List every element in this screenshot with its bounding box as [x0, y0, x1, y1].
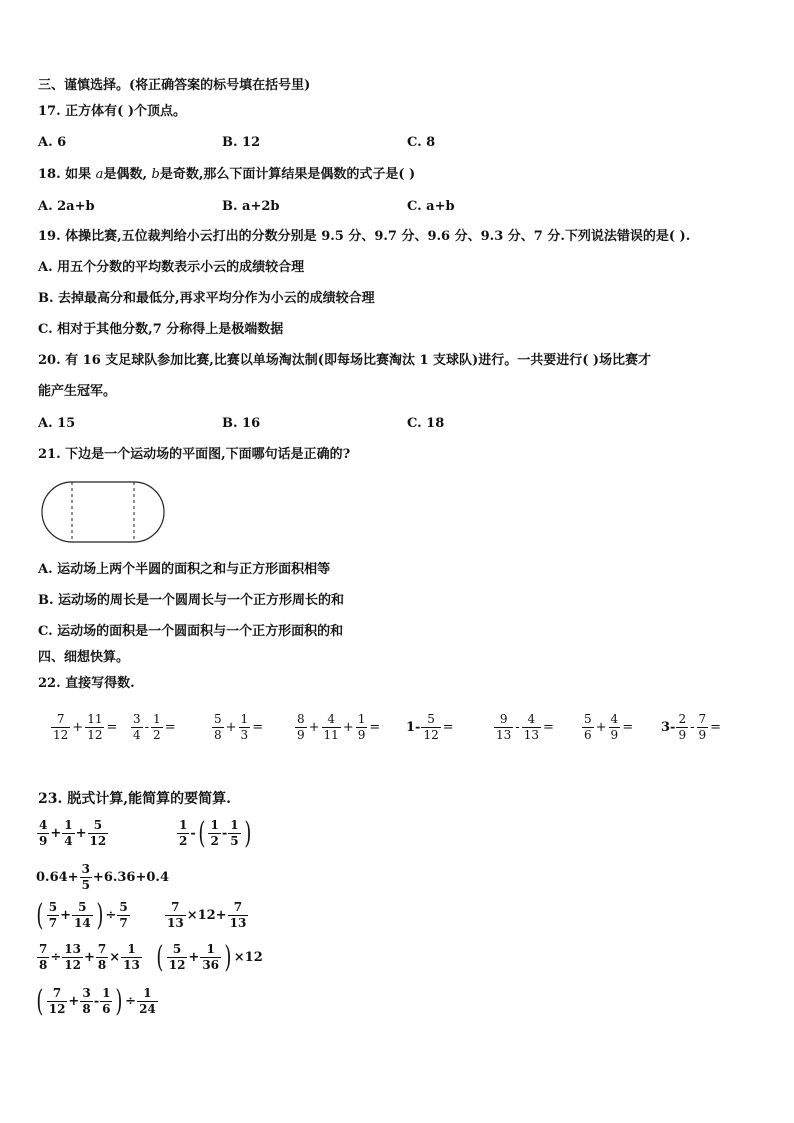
q21-option-a: A. 运动场上两个半圆的面积之和与正方形面积相等 [38, 562, 331, 577]
q23-expr-5: $\frac{7}{13}$ ×12+ $\frac{7}{13}$ [167, 900, 247, 930]
section-3-title: 三、谨慎选择。(将正确答案的标号填在括号里) [38, 78, 311, 93]
q22-item-8: 3- $\frac{2}{9}$ - $\frac{7}{9}$ = [661, 712, 722, 742]
sports-field-diagram [40, 480, 166, 544]
fraction: $\frac{1}{3}$ [240, 712, 249, 742]
fraction: $\frac{2}{9}$ [678, 712, 687, 742]
fraction: $\frac{5}{8}$ [214, 712, 222, 742]
question-22: 22. 直接写得数. [38, 676, 135, 691]
q23-expr-4: ( $\frac{5}{7}$ + $\frac{5}{14}$ ) ÷ $\frac{5}{7}$ [36, 897, 128, 933]
q20-option-b: B. 16 [222, 416, 261, 431]
fraction: $\frac{9}{13}$ [496, 712, 512, 742]
var-b: b [151, 167, 160, 182]
fraction: $\frac{7}{12}$ [53, 712, 69, 742]
fraction: $\frac{5}{6}$ [584, 712, 592, 742]
q22-item-5: 1- $\frac{5}{12}$ = [406, 712, 454, 742]
q23-expr-2: $\frac{1}{2}$ - ( $\frac{1}{2}$ - $\frac{1}{5}$ ) [179, 815, 251, 851]
question-20-line-1: 20. 有 16 支足球队参加比赛,比赛以单场淘汰制(即每场比赛淘汰 1 支球队)进行。一共要进行( )场比赛才 [38, 353, 652, 368]
fraction: $\frac{7}{9}$ [698, 712, 707, 742]
fraction: $\frac{1}{9}$ [357, 712, 366, 742]
q18-option-a: A. 2a+b [38, 199, 95, 214]
fraction: $\frac{3}{4}$ [133, 712, 141, 742]
question-23: 23. 脱式计算,能简算的要简算. [38, 791, 231, 807]
section-4-title: 四、细想快算。 [38, 650, 130, 665]
fraction: $\frac{5}{12}$ [423, 712, 439, 742]
q17-option-c: C. 8 [407, 135, 436, 150]
var-a: a [95, 167, 104, 182]
q23-expr-8: ( $\frac{7}{12}$ + $\frac{3}{8}$ - $\frac{1}{6}$ ) ÷ $\frac{1}{24}$ [36, 983, 156, 1019]
q21-option-b: B. 运动场的周长是一个圆周长与一个正方形周长的和 [38, 593, 345, 608]
q19-option-a: A. 用五个分数的平均数表示小云的成绩较合理 [38, 260, 305, 275]
question-19: 19. 体操比赛,五位裁判给小云打出的分数分别是 9.5 分、9.7 分、9.6 分、9.3 分、7 分.下列说法错误的是( ). [38, 229, 691, 244]
fraction: $\frac{8}{9}$ [297, 712, 305, 742]
question-18: 18. 如果 a是偶数, b是奇数,那么下面计算结果是偶数的式子是( ) [38, 167, 416, 182]
q22-item-6: $\frac{9}{13}$ - $\frac{4}{13}$ = [496, 712, 554, 742]
q21-option-c: C. 运动场的面积是一个圆面积与一个正方形面积的和 [38, 624, 344, 639]
fraction: $\frac{4}{13}$ [523, 712, 539, 742]
q20-option-a: A. 15 [38, 416, 76, 431]
q18-option-b: B. a+2b [222, 199, 280, 214]
q23-expr-1: $\frac{4}{9}$ + $\frac{1}{4}$ + $\frac{5}{12}$ [39, 818, 107, 848]
q17-option-a: A. 6 [38, 135, 67, 150]
q23-expr-3: 0.64+ $\frac{3}{5}$ +6.36+0.4 [36, 862, 169, 892]
fraction: $\frac{4}{9}$ [610, 712, 619, 742]
q17-option-b: B. 12 [222, 135, 261, 150]
q23-expr-6: $\frac{7}{8}$ ÷ $\frac{13}{12}$ + $\frac{7}{8}$ × $\frac{1}{13}$ [39, 942, 140, 972]
q20-option-c: C. 18 [407, 416, 445, 431]
q19-option-b: B. 去掉最高分和最低分,再求平均分作为小云的成绩较合理 [38, 291, 375, 306]
question-21: 21. 下边是一个运动场的平面图,下面哪句话是正确的? [38, 447, 351, 462]
q22-item-4: $\frac{8}{9}$ + $\frac{4}{11}$ + $\frac{1}{9}$ = [297, 712, 381, 742]
question-17: 17. 正方体有( )个顶点。 [38, 104, 186, 119]
fraction: $\frac{1}{2}$ [153, 712, 161, 742]
fraction: $\frac{4}{11}$ [323, 712, 339, 742]
q19-option-c: C. 相对于其他分数,7 分称得上是极端数据 [38, 322, 284, 337]
q22-item-3: $\frac{5}{8}$ + $\frac{1}{3}$ = [214, 712, 264, 742]
question-20-line-2: 能产生冠军。 [38, 384, 117, 399]
q22-item-7: $\frac{5}{6}$ + $\frac{4}{9}$ = [584, 712, 634, 742]
q22-item-1: $\frac{7}{12}$ + $\frac{11}{12}$ = [53, 712, 118, 742]
q23-expr-7: ( $\frac{5}{12}$ + $\frac{1}{36}$ ) ×12 [156, 939, 263, 975]
fraction: $\frac{11}{12}$ [87, 712, 103, 742]
q22-item-2: $\frac{3}{4}$ - $\frac{1}{2}$ = [133, 712, 176, 742]
q18-option-c: C. a+b [407, 199, 455, 214]
